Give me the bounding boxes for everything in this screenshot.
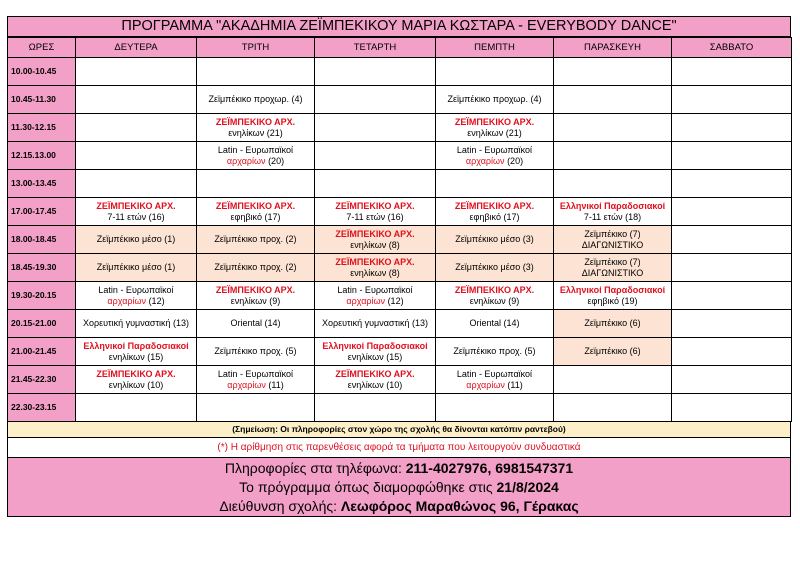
class-cell (315, 254, 436, 282)
class-cell (315, 58, 436, 86)
group-number: (12) (146, 295, 165, 306)
class-cell (315, 142, 436, 170)
class-name: Ζεϊμπέκικο προχ. (5) (214, 346, 297, 356)
class-cell (76, 114, 197, 142)
class-detail (76, 296, 196, 307)
footnote: (*) Η αρίθμηση στις παρενθέσεις αφορά τα τμήματα που λειτουργούν συνδυαστικά (7, 438, 791, 458)
class-cell (672, 338, 792, 366)
class-cell (315, 226, 436, 254)
class-name: Latin - Ευρωπαϊκοί (98, 284, 174, 295)
class-name: Ελληνικοί Παραδοσιακοί (322, 340, 428, 351)
class-cell (315, 198, 436, 226)
class-name: Ζεϊμπέκικο προχ. (2) (214, 234, 297, 244)
class-cell (197, 282, 315, 310)
class-name: Ζεϊμπέκικο προχ. (5) (453, 346, 536, 356)
class-cell (672, 310, 792, 338)
page-title: ΠΡΟΓΡΑΜΜΑ "ΑΚΑΔΗΜΙΑ ΖΕΪΜΠΕΚΙΚΟΥ ΜΑΡΙΑ ΚΩΣΤΑΡΑ - EVERYBODY DANCE" (7, 16, 791, 37)
class-detail: εφηβικό (17) (469, 211, 520, 222)
class-detail: ενηλίκων (15) (347, 351, 403, 362)
time-slot: 21.00-21.45 (8, 338, 76, 366)
class-cell (672, 394, 792, 422)
class-cell (554, 366, 672, 394)
table-row (8, 58, 792, 86)
group-number: (11) (265, 379, 284, 390)
class-name: Ζεϊμπέκικο προχωρ. (4) (208, 94, 303, 104)
class-cell (672, 170, 792, 198)
class-name: ΖΕΪΜΠΕΚΙΚΟ ΑΡΧ. (454, 200, 535, 211)
class-cell (76, 142, 197, 170)
class-detail: ενηλίκων (21) (467, 127, 522, 138)
class-name: ΖΕΪΜΠΕΚΙΚΟ ΑΡΧ. (454, 284, 535, 295)
address-value: Λεωφόρος Μαραθώνος 96, Γέρακας (340, 498, 579, 514)
class-cell (554, 310, 672, 338)
class-cell (197, 58, 315, 86)
class-cell (672, 254, 792, 282)
class-detail: ενηλίκων (15) (108, 351, 164, 362)
class-cell (554, 254, 672, 282)
class-cell (436, 198, 554, 226)
class-name: Ζεϊμπέκικο προχωρ. (4) (447, 94, 542, 104)
time-slot: 19.30-20.15 (8, 282, 76, 310)
class-detail: 7-11 ετών (18) (583, 211, 642, 222)
class-detail: ΔΙΑΓΩΝΙΣΤΙΚΟ (581, 267, 644, 278)
class-cell (554, 394, 672, 422)
class-detail: εφηβικό (19) (587, 295, 638, 306)
time-slot: 13.00-13.45 (8, 170, 76, 198)
group-number: (20) (504, 155, 524, 166)
class-cell (554, 170, 672, 198)
class-name: Ζεϊμπέκικο μέσο (3) (455, 262, 534, 272)
table-row (8, 86, 792, 114)
class-cell (76, 58, 197, 86)
class-name: Χορευτική γυμναστική (13) (82, 318, 190, 328)
class-cell (315, 170, 436, 198)
class-cell (76, 170, 197, 198)
class-cell (76, 198, 197, 226)
class-cell (197, 338, 315, 366)
class-name: Ζεϊμπέκικο μέσο (1) (96, 262, 176, 272)
class-name: Oriental (14) (469, 318, 520, 328)
time-slot: 21.45-22.30 (8, 366, 76, 394)
class-cell (436, 366, 554, 394)
class-cell (436, 114, 554, 142)
level-label: αρχαρίων (466, 379, 505, 390)
schedule-sheet (7, 16, 791, 517)
class-cell (76, 394, 197, 422)
class-detail (436, 156, 553, 167)
updated-line (8, 478, 790, 497)
class-detail: ενηλίκων (9) (469, 295, 520, 306)
class-name: Latin - Ευρωπαϊκοί (217, 144, 294, 155)
class-detail (436, 380, 553, 391)
class-name: Oriental (14) (230, 318, 281, 328)
table-row (8, 282, 792, 310)
class-cell (76, 226, 197, 254)
class-cell (436, 170, 554, 198)
header-cell: ΤΡΙΤΗ (197, 38, 315, 58)
class-cell (315, 282, 436, 310)
group-number: (20) (265, 155, 285, 166)
class-cell (672, 282, 792, 310)
level-label: αρχαρίων (227, 379, 266, 390)
class-cell (436, 142, 554, 170)
time-slot: 20.15-21.00 (8, 310, 76, 338)
class-cell (672, 366, 792, 394)
group-number: (11) (504, 379, 523, 390)
table-row (8, 114, 792, 142)
class-cell (197, 142, 315, 170)
header-cell: ΔΕΥΤΕΡΑ (76, 38, 197, 58)
contact-info (7, 458, 791, 517)
address-line (8, 497, 790, 516)
class-name: Latin - Ευρωπαϊκοί (337, 284, 413, 295)
class-cell (197, 226, 315, 254)
class-detail: ενηλίκων (10) (108, 379, 164, 390)
class-cell (197, 114, 315, 142)
class-cell (197, 198, 315, 226)
class-name: ΖΕΪΜΠΕΚΙΚΟ ΑΡΧ. (215, 284, 296, 295)
class-cell (672, 226, 792, 254)
class-name: Ζεϊμπέκικο (7) (584, 228, 641, 239)
class-cell (436, 58, 554, 86)
table-row (8, 170, 792, 198)
class-cell (554, 114, 672, 142)
class-cell (315, 338, 436, 366)
class-detail: ενηλίκων (10) (347, 379, 403, 390)
class-name: Ζεϊμπέκικο μέσο (1) (96, 234, 176, 244)
class-detail: 7-11 ετών (16) (346, 211, 404, 222)
class-name: ΖΕΪΜΠΕΚΙΚΟ ΑΡΧ. (335, 256, 415, 267)
class-name: Ελληνικοί Παραδοσιακοί (83, 340, 189, 351)
class-cell (76, 310, 197, 338)
class-cell (76, 282, 197, 310)
class-cell (436, 282, 554, 310)
class-cell (672, 86, 792, 114)
class-detail (315, 296, 435, 307)
class-cell (197, 366, 315, 394)
class-name: Ζεϊμπέκικο (7) (584, 256, 641, 267)
class-name: Ζεϊμπέκικο (6) (584, 346, 641, 356)
class-cell (554, 226, 672, 254)
address-label: Διεύθυνση σχολής: (219, 498, 341, 514)
class-cell (672, 114, 792, 142)
level-label: αρχαρίων (465, 155, 505, 166)
class-cell (436, 310, 554, 338)
class-name: Ζεϊμπέκικο προχ. (2) (214, 262, 297, 272)
header-row (8, 38, 792, 58)
class-cell (436, 338, 554, 366)
class-cell (554, 142, 672, 170)
header-cell: ΠΕΜΠΤΗ (436, 38, 554, 58)
class-cell (436, 254, 554, 282)
class-cell (197, 170, 315, 198)
class-name: Ελληνικοί Παραδοσιακοί (559, 284, 666, 295)
class-name: ΖΕΪΜΠΕΚΙΚΟ ΑΡΧ. (96, 200, 176, 211)
class-name: ΖΕΪΜΠΕΚΙΚΟ ΑΡΧ. (96, 368, 176, 379)
class-detail: εφηβικό (17) (230, 211, 281, 222)
class-cell (197, 394, 315, 422)
time-slot: 18.45-19.30 (8, 254, 76, 282)
class-name: ΖΕΪΜΠΕΚΙΚΟ ΑΡΧ. (215, 200, 296, 211)
updated-date: 21/8/2024 (496, 479, 559, 495)
class-name: Ελληνικοί Παραδοσιακοί (559, 200, 666, 211)
schedule-body (8, 58, 792, 422)
class-cell (554, 198, 672, 226)
class-detail: ενηλίκων (21) (228, 127, 283, 138)
table-row (8, 394, 792, 422)
time-slot: 12.15.13.00 (8, 142, 76, 170)
class-detail (197, 380, 314, 391)
class-cell (76, 86, 197, 114)
table-row (8, 338, 792, 366)
header-cell: ΠΑΡΑΣΚΕΥΗ (554, 38, 672, 58)
table-row (8, 254, 792, 282)
header-cell: ΤΕΤΑΡΤΗ (315, 38, 436, 58)
class-detail (197, 156, 314, 167)
table-row (8, 310, 792, 338)
class-name: Χορευτική γυμναστική (13) (321, 318, 429, 328)
phones-label: Πληροφορίες στα τηλέφωνα: (224, 460, 406, 476)
class-detail: ενηλίκων (8) (350, 239, 400, 250)
class-cell (76, 254, 197, 282)
class-cell (672, 142, 792, 170)
table-row (8, 198, 792, 226)
time-slot: 18.00-18.45 (8, 226, 76, 254)
class-cell (315, 86, 436, 114)
time-slot: 10.00-10.45 (8, 58, 76, 86)
class-name: Ζεϊμπέκικο (6) (584, 318, 641, 328)
phones-line (8, 459, 790, 478)
header-cell: ΩΡΕΣ (8, 38, 76, 58)
class-name: ΖΕΪΜΠΕΚΙΚΟ ΑΡΧ. (215, 116, 296, 127)
class-detail: ενηλίκων (9) (230, 295, 281, 306)
class-name: ΖΕΪΜΠΕΚΙΚΟ ΑΡΧ. (335, 368, 415, 379)
table-row (8, 226, 792, 254)
class-cell (197, 86, 315, 114)
class-detail: ΔΙΑΓΩΝΙΣΤΙΚΟ (581, 239, 644, 250)
class-name: Latin - Ευρωπαϊκοί (217, 368, 294, 379)
appointment-note: (Σημείωση: Οι πληροφορίες στον χώρο της σχολής θα δίνονται κατόπιν ραντεβού) (7, 422, 791, 438)
class-cell (76, 338, 197, 366)
class-cell (197, 310, 315, 338)
class-detail: ενηλίκων (8) (350, 267, 400, 278)
level-label: αρχαρίων (226, 155, 266, 166)
updated-label: Το πρόγραμμα όπως διαμορφώθηκε στις (239, 479, 497, 495)
class-cell (436, 86, 554, 114)
class-cell (554, 86, 672, 114)
class-name: ΖΕΪΜΠΕΚΙΚΟ ΑΡΧ. (335, 228, 415, 239)
class-cell (315, 114, 436, 142)
class-name: ΖΕΪΜΠΕΚΙΚΟ ΑΡΧ. (335, 200, 415, 211)
class-cell (197, 254, 315, 282)
level-label: αρχαρίων (346, 295, 386, 306)
class-cell (436, 226, 554, 254)
class-cell (554, 58, 672, 86)
table-row (8, 142, 792, 170)
class-name: Ζεϊμπέκικο μέσο (3) (455, 234, 534, 244)
class-detail: 7-11 ετών (16) (107, 211, 165, 222)
class-name: Latin - Ευρωπαϊκοί (456, 368, 533, 379)
time-slot: 17.00-17.45 (8, 198, 76, 226)
class-cell (76, 366, 197, 394)
time-slot: 22.30-23.15 (8, 394, 76, 422)
class-cell (315, 310, 436, 338)
group-number: (12) (385, 295, 404, 306)
class-name: ΖΕΪΜΠΕΚΙΚΟ ΑΡΧ. (454, 116, 535, 127)
class-name: Latin - Ευρωπαϊκοί (456, 144, 533, 155)
class-cell (315, 366, 436, 394)
class-cell (672, 198, 792, 226)
header-cell: ΣΑΒΒΑΤΟ (672, 38, 792, 58)
class-cell (672, 58, 792, 86)
class-cell (554, 282, 672, 310)
table-row (8, 366, 792, 394)
class-cell (436, 394, 554, 422)
phones-value: 211-4027976, 6981547371 (405, 460, 574, 476)
class-cell (315, 394, 436, 422)
time-slot: 11.30-12.15 (8, 114, 76, 142)
schedule-table (7, 37, 792, 422)
level-label: αρχαρίων (107, 295, 147, 306)
time-slot: 10.45-11.30 (8, 86, 76, 114)
class-cell (554, 338, 672, 366)
